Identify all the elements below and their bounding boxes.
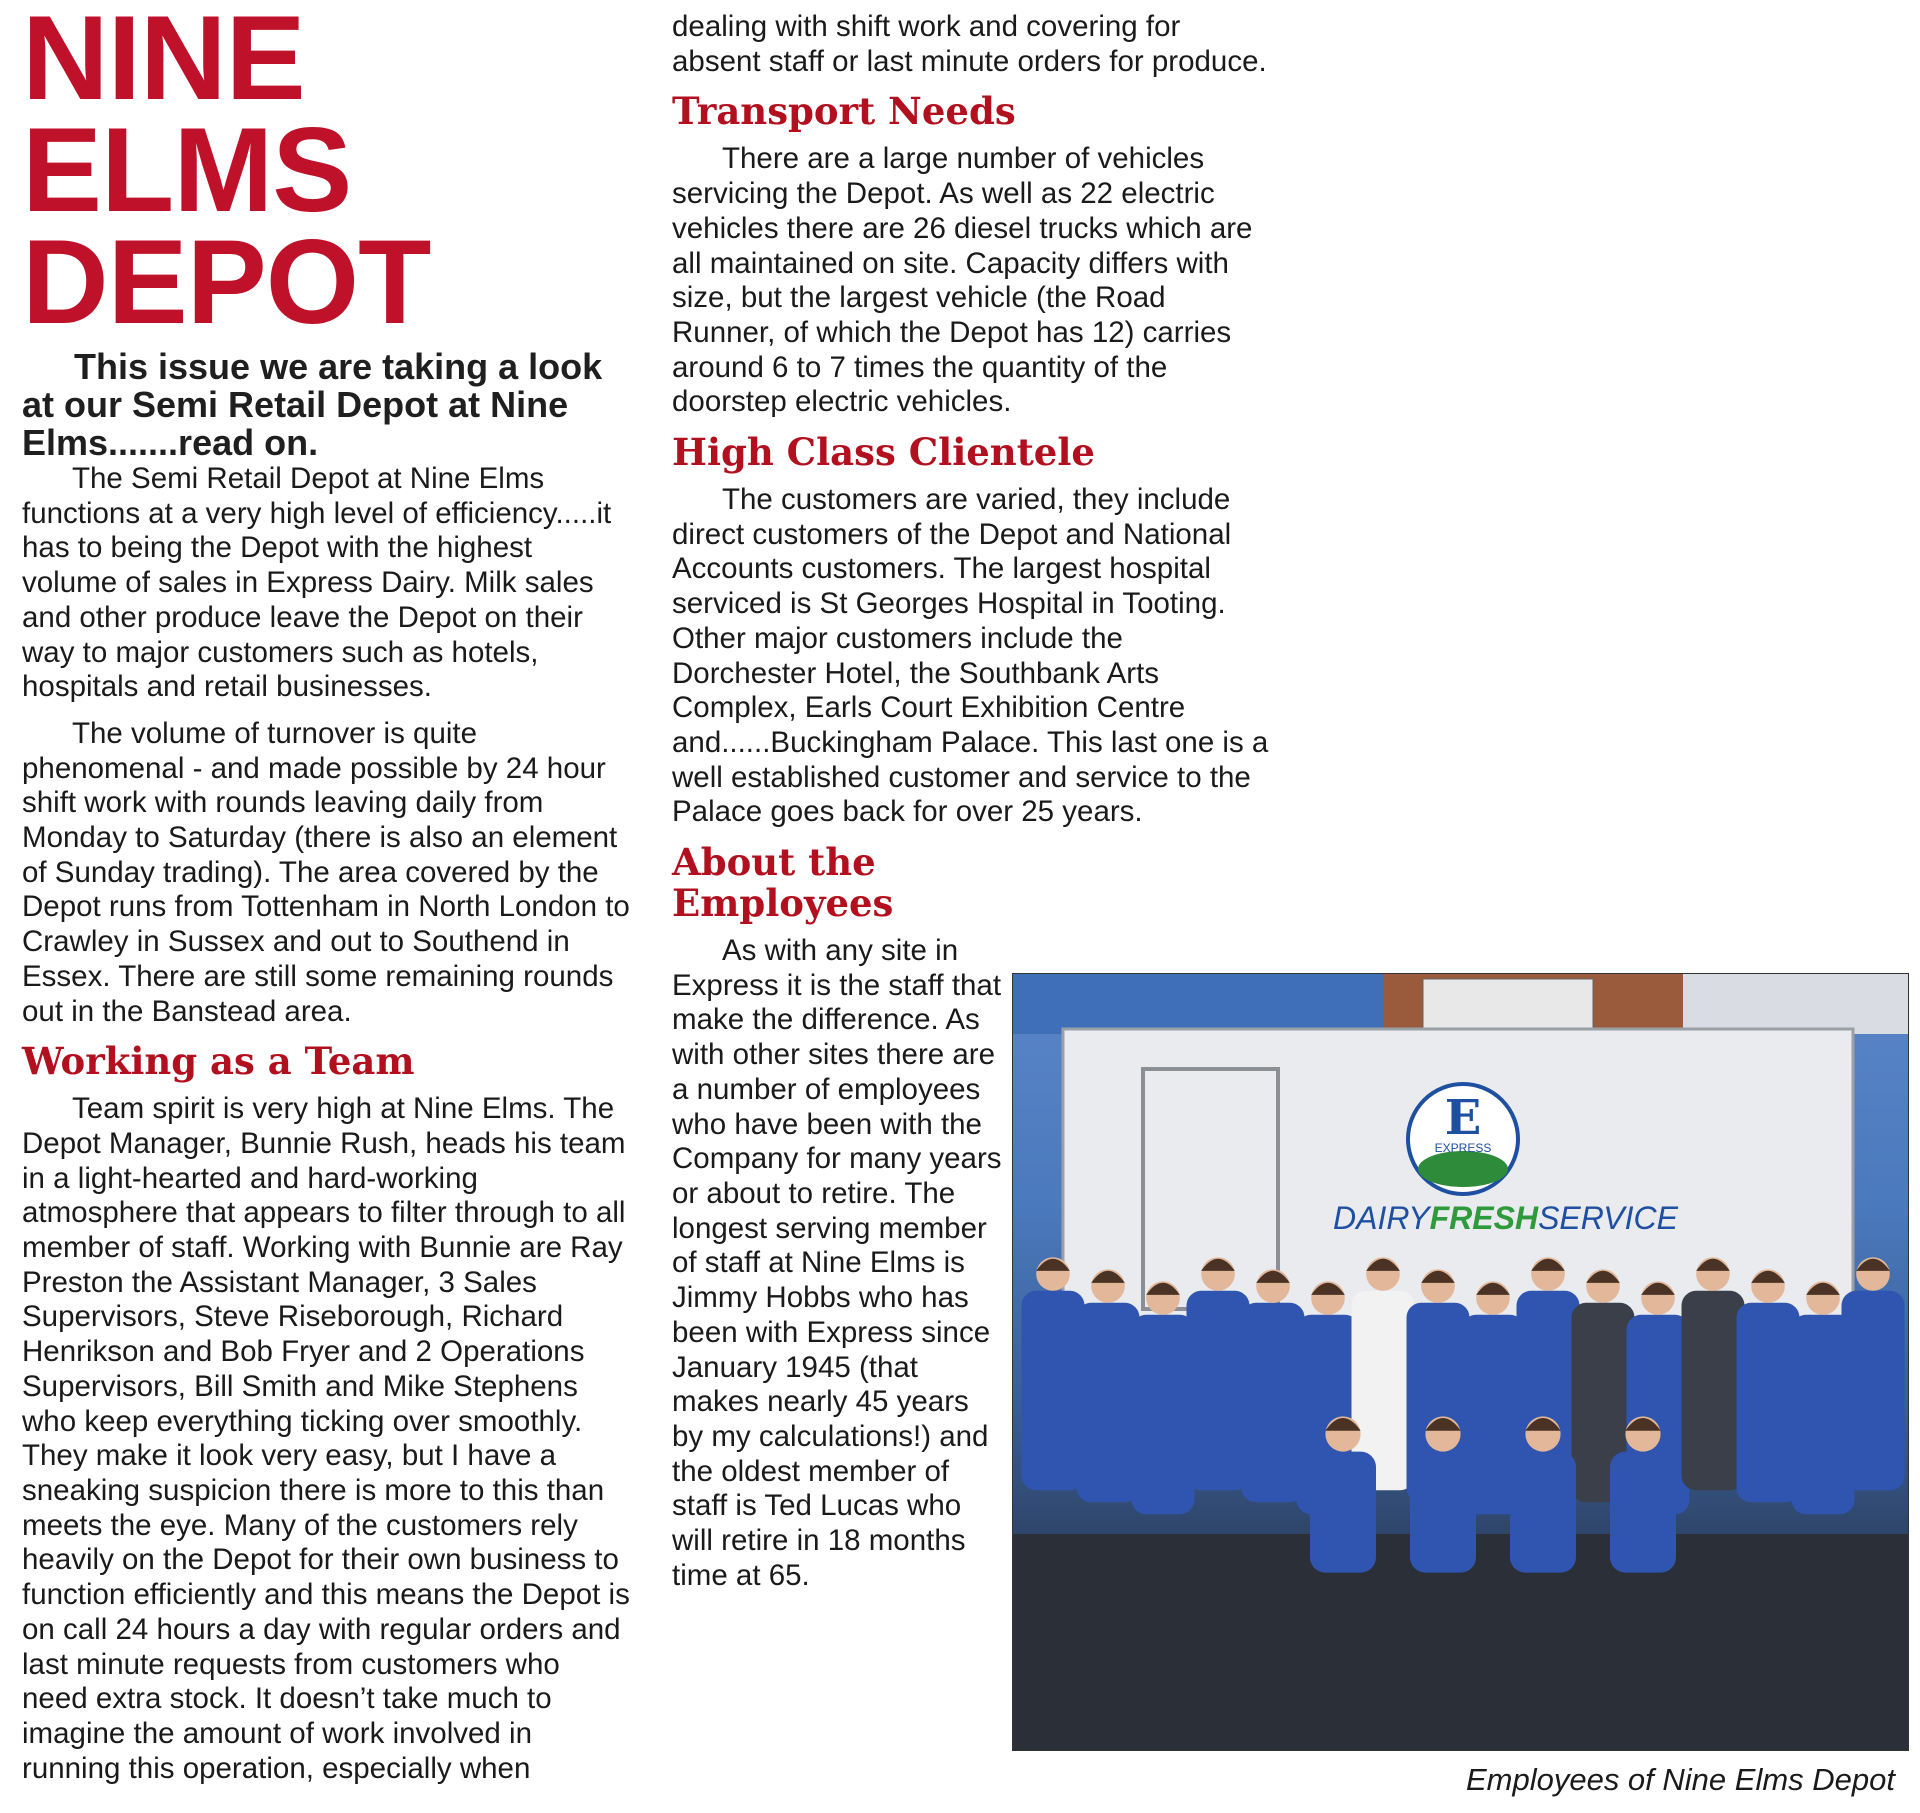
van-logo-text xyxy=(1333,1200,1679,1236)
paragraph-overview: The Semi Retail Depot at Nine Elms functions at a very high level of efficiency.....it has to being the Depot with the highest volume of sales in Express Dairy. Milk sales and other produce leave the Depot on their way to major customers such as hotels, hospitals and retail businesses. xyxy=(22,462,612,704)
staff-group-photo xyxy=(1012,973,1909,1751)
heading-transport-needs: Transport Needs xyxy=(672,89,1016,134)
intro-text: This issue we are taking a look at our Semi Retail Depot at Nine Elms.......read on. xyxy=(22,346,603,463)
staff-member xyxy=(1842,1257,1905,1490)
paragraph-continued: dealing with shift work and covering for absent staff or last minute orders for produce. xyxy=(672,10,1267,78)
van-logo-dairy: DAIRY xyxy=(1333,1200,1430,1236)
photo-illustration xyxy=(1013,974,1908,1750)
heading-about-line-2: Employees xyxy=(672,881,894,926)
heading-high-class-clientele: High Class Clientele xyxy=(672,430,1095,475)
page-title xyxy=(22,0,632,349)
heading-about-the-employees xyxy=(672,842,1272,924)
staff-member xyxy=(1132,1281,1195,1514)
paragraph-transport: There are a large number of vehicles servicing the Depot. As well as 22 electric vehicles there are 26 diesel trucks which are all maintained on site. Capacity differs with size, but the largest vehicle (the Road Runner, of which the Depot has 12) carries around 6 to 7 times the quantity of the doorstep electric vehicles. xyxy=(672,142,1253,419)
emblem-letter: E xyxy=(1444,1090,1482,1146)
van-logo-fresh: FRESH xyxy=(1429,1200,1539,1236)
staff-member xyxy=(1737,1269,1800,1502)
paragraph-employees: As with any site in Express it is the staff that make the difference. As with other sites there are a number of employees who have been with the Company for many years or about to retire. The longest serving member of staff at Nine Elms is Jimmy Hobbs who has been with Express since January 1945 (that makes nearly 45 years by my calculations!) and the oldest member of staff is Ted Lucas who will retire in 18 months time at 65. xyxy=(672,934,1002,1592)
staff-member xyxy=(1187,1257,1250,1490)
paragraph-clientele: The customers are varied, they include direct customers of the Depot and National Accounts customers. The largest hospital serviced is St Georges Hospital in Tooting. Other major customers include the Dorchester Hotel, the Southbank Arts Complex, Earls Court Exhibition Centre and......Buckingham Palace. This last one is a well established customer and service to the Palace goes back for over 25 years. xyxy=(672,483,1269,829)
staff-member xyxy=(1077,1269,1140,1502)
title-line-1: NINE ELMS xyxy=(22,0,352,237)
photo-caption: Employees of Nine Elms Depot xyxy=(1465,1762,1895,1797)
heading-working-as-a-team: Working as a Team xyxy=(22,1039,415,1084)
staff-member xyxy=(1682,1257,1745,1490)
van-logo-service: SERVICE xyxy=(1538,1200,1678,1236)
staff-member xyxy=(1242,1269,1305,1502)
building-window xyxy=(1423,979,1593,1029)
heading-about-line-1: About the xyxy=(672,840,876,885)
sky xyxy=(1683,974,1908,1034)
title-line-2: DEPOT xyxy=(22,215,431,349)
left-column xyxy=(22,0,632,1798)
emblem-text: EXPRESS xyxy=(1434,1141,1492,1155)
emblem-fields xyxy=(1418,1151,1508,1187)
paragraph-team: Team spirit is very high at Nine Elms. The Depot Manager, Bunnie Rush, heads his team in a light-hearted and hard-working atmosphere that appears to filter through to all member of staff. Working with Bunnie are Ray Preston the Assistant Manager, 3 Sales Supervisors, Steve Riseborough, Richard Henrikson and Bob Fryer and 2 Operations Supervisors, Bill Smith and Mike Stephens who keep everything ticking over smoothly. They make it look very easy, but I have a sneaking suspicion there is more to this than meets the eye. Many of the customers rely heavily on the Depot for their own business to function efficiently and this means the Depot is on call 24 hours a day with regular orders and last minute requests from customers who need extra stock. It doesn’t take much to imagine the amount of work involved in running this operation, especially when xyxy=(22,1092,630,1785)
paragraph-turnover: The volume of turnover is quite phenomenal - and made possible by 24 hour shift work with rounds leaving daily from Monday to Saturday (there is also an element of Sunday trading). The area covered by the Depot runs from Tottenham in North London to Crawley in Sussex and out to Southend in Essex. There are still some remaining rounds out in the Banstead area. xyxy=(22,716,630,1028)
staff-member xyxy=(1022,1257,1085,1490)
